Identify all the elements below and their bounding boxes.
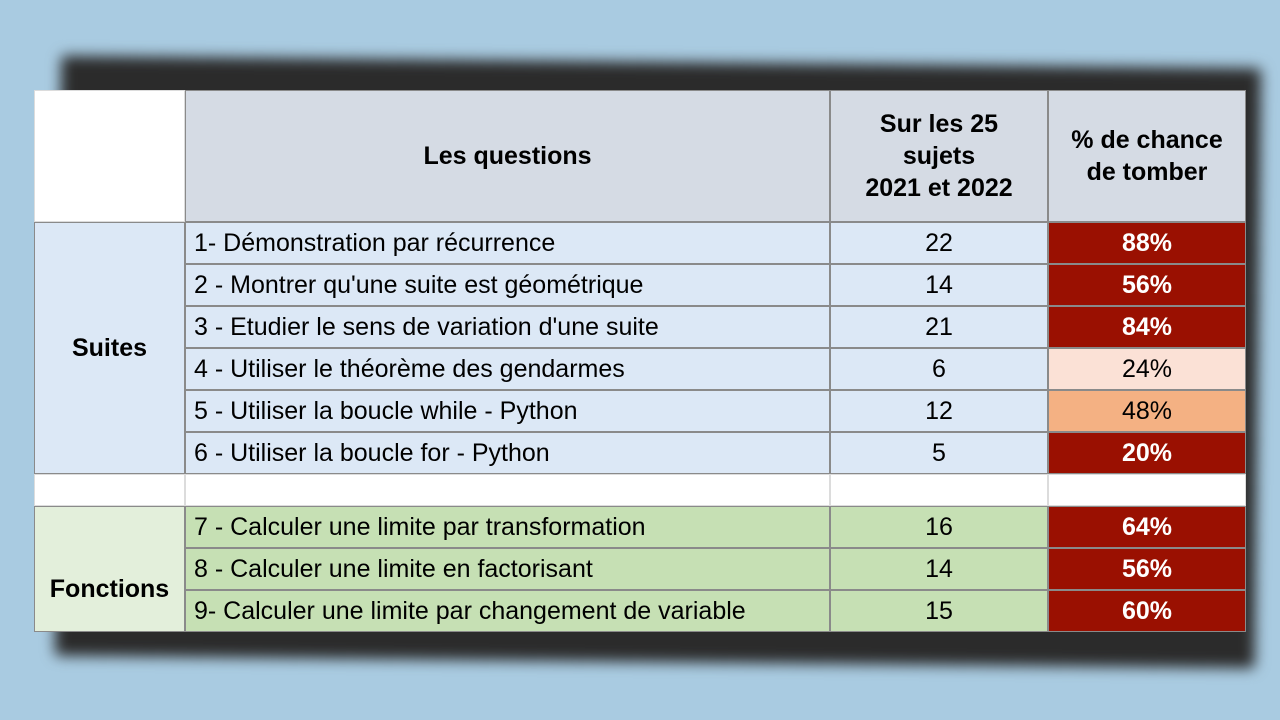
table-row-9-question: 9- Calculer une limite par changement de variable — [185, 590, 830, 632]
table-row-9-percent: 60% — [1048, 590, 1246, 632]
table-row-1-count: 22 — [830, 222, 1048, 264]
header-questions-label: Les questions — [423, 142, 592, 170]
table-row-2-percent: 56% — [1048, 264, 1246, 306]
table-row-8-question: 8 - Calculer une limite en factorisant — [185, 548, 830, 590]
group-suites-label: Suites — [71, 334, 148, 362]
group-fonctions — [34, 506, 185, 632]
header-count-line2: sujets — [902, 142, 976, 170]
group-fonctions-label: Fonctions — [49, 575, 170, 603]
table-row-5-percent: 48% — [1048, 390, 1246, 432]
table-row-1-percent: 88% — [1048, 222, 1246, 264]
table-row-6-count: 5 — [830, 432, 1048, 474]
table-row-5-question: 5 - Utiliser la boucle while - Python — [185, 390, 830, 432]
table-row-7-count: 16 — [830, 506, 1048, 548]
table-row-2-count: 14 — [830, 264, 1048, 306]
table-row-7-question: 7 - Calculer une limite par transformation — [185, 506, 830, 548]
table-row-9-count: 15 — [830, 590, 1048, 632]
spacer-cell-1 — [34, 474, 185, 506]
table-row-4-percent: 24% — [1048, 348, 1246, 390]
table-row-4-question: 4 - Utiliser le théorème des gendarmes — [185, 348, 830, 390]
table-row-8-count: 14 — [830, 548, 1048, 590]
header-count — [830, 90, 1048, 222]
header-count-line1: Sur les 25 — [879, 110, 999, 138]
table-row-2-question: 2 - Montrer qu'une suite est géométrique — [185, 264, 830, 306]
table-row-3-count: 21 — [830, 306, 1048, 348]
table-row-4-count: 6 — [830, 348, 1048, 390]
header-percent — [1048, 90, 1246, 222]
corner-cell — [34, 90, 185, 222]
table-row-8-percent: 56% — [1048, 548, 1246, 590]
header-percent-line2: de tomber — [1086, 158, 1208, 186]
table-row-3-percent: 84% — [1048, 306, 1246, 348]
table-row-6-percent: 20% — [1048, 432, 1246, 474]
spacer-cell-3 — [830, 474, 1048, 506]
spreadsheet-table — [34, 90, 1246, 632]
group-suites — [34, 222, 185, 474]
header-percent-line1: % de chance — [1071, 126, 1223, 154]
table-row-6-question: 6 - Utiliser la boucle for - Python — [185, 432, 830, 474]
table-row-3-question: 3 - Etudier le sens de variation d'une suite — [185, 306, 830, 348]
table-row-5-count: 12 — [830, 390, 1048, 432]
table-row-7-percent: 64% — [1048, 506, 1246, 548]
spacer-cell-4 — [1048, 474, 1246, 506]
table-row-1-question: 1- Démonstration par récurrence — [185, 222, 830, 264]
header-count-line3: 2021 et 2022 — [865, 174, 1013, 202]
header-questions — [185, 90, 830, 222]
spacer-cell-2 — [185, 474, 830, 506]
